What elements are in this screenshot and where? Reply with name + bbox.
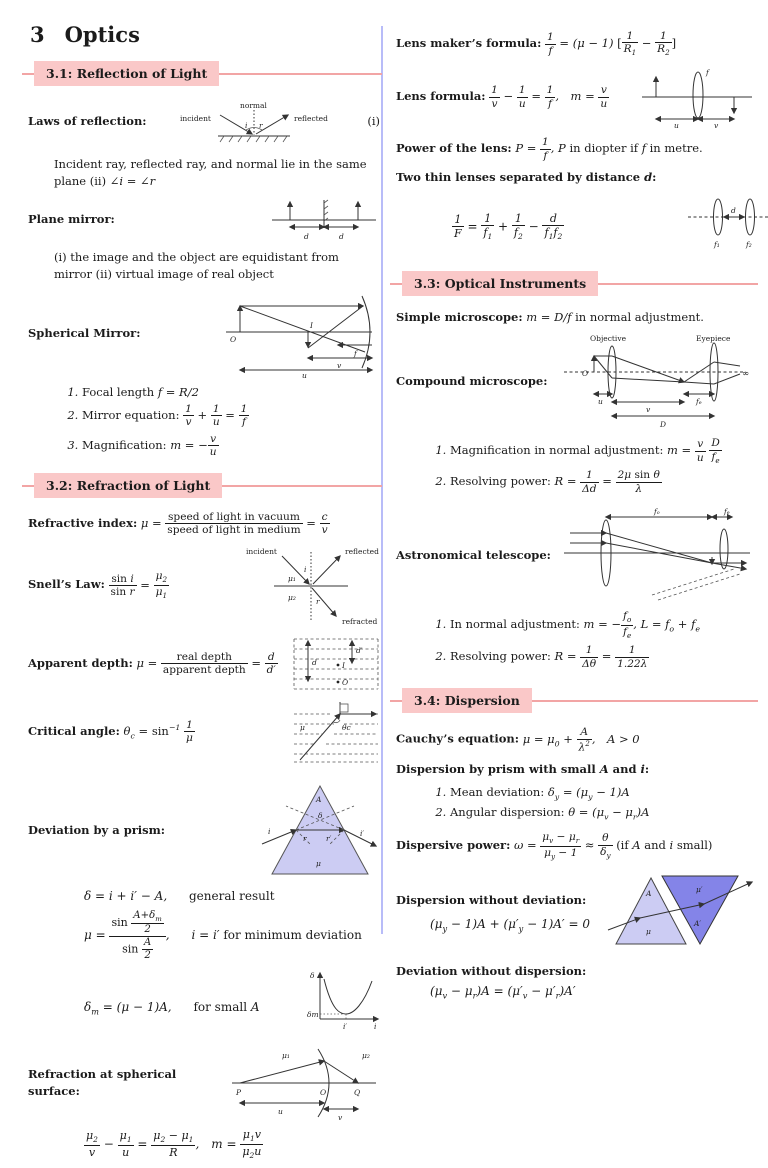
- eyepiece-label: Eyepiece: [696, 334, 731, 344]
- two-lenses-label: Two thin lenses separated by distance d:: [396, 169, 657, 184]
- f-label: f: [706, 68, 709, 78]
- delta-label: δ: [318, 810, 323, 820]
- critical-angle-formula: $\theta_c = \sin^{-1}$ $\frac{1}{\mu}$: [123, 718, 193, 744]
- laws-body: Incident ray, reflected ray, and normal lie in the same plane (ii) ∠i = ∠r: [54, 157, 367, 188]
- apparent-depth-formula: μ = $\frac{\text{real depth}}{\text{apparent depth}}$ = $\frac{d}{d'}$: [136, 650, 276, 676]
- mu-label: μ: [646, 927, 651, 937]
- list-item: 2. Mirror equation: $\frac{1}{v}$ + $\frac{1}{u}$ = $\frac{1}{f}$: [82, 403, 380, 429]
- two-lenses-eq-row: [452, 193, 768, 249]
- image-I-label: I: [342, 660, 345, 670]
- section-title-3-3: 3.3: Optical Instruments: [402, 271, 598, 296]
- angle-r-label: r: [303, 833, 307, 843]
- refracted-label: refracted: [342, 616, 378, 626]
- two-lens-diagram: [686, 193, 768, 249]
- lens-formula-entry: [396, 65, 756, 129]
- f1-label: f₁: [714, 239, 720, 249]
- two-lenses-formula: $\frac{1}{F}$ = $\frac{1}{f_1}$ + $\frac{1}{f_2}$ − $\frac{d}{f_1f_2}$: [454, 211, 563, 241]
- graph-delta-m-label: δm: [307, 1009, 319, 1019]
- distance-d-left-label: d: [304, 232, 309, 242]
- telescope-diagram: [556, 507, 756, 603]
- v-label: v: [646, 405, 651, 415]
- apex-A-label: A: [316, 794, 322, 804]
- objective-label: Objective: [590, 334, 627, 344]
- fe-label: fₑ: [696, 397, 702, 407]
- angle-i-label: i: [244, 121, 248, 130]
- snell-entry: [28, 544, 380, 628]
- angle-r-prime-label: r′: [326, 833, 332, 843]
- prism-eq-small-A: [84, 969, 384, 1031]
- P-label: P: [236, 1087, 242, 1097]
- apparent-depth-d-prime-label: d′: [356, 645, 363, 655]
- plane-mirror-label: Plane mirror:: [28, 212, 115, 226]
- image-I-label: I: [310, 320, 313, 330]
- reflected-label: reflected: [293, 114, 328, 123]
- critical-angle-diagram: [292, 700, 380, 764]
- snell-label: Snell’s Law:: [28, 577, 105, 592]
- lens-maker-label: Lens maker’s formula:: [396, 36, 542, 51]
- dispersive-power-formula: ω = $\frac{\mu_v - \mu_r}{\mu_y - 1}$ ≈ $\frac{\theta}{\delta_y}$ (if A and i small): [513, 831, 713, 861]
- angle-i-prime-label: i′: [360, 828, 365, 838]
- infinity-label: ∞: [742, 369, 750, 380]
- deviation-no-dispersion-label: Deviation without dispersion:: [396, 964, 587, 979]
- compound-microscope-diagram: [554, 332, 756, 430]
- power-label: Power of the lens:: [396, 141, 512, 156]
- A-label: A: [646, 889, 652, 899]
- right-column: [396, 0, 756, 1009]
- formula-note: i = i′ for minimum deviation: [191, 928, 362, 943]
- page-title-text: Optics: [64, 22, 140, 47]
- object-O-label: O: [582, 369, 589, 379]
- plane-mirror-diagram: [268, 196, 380, 242]
- lens-maker-entry: [396, 30, 756, 58]
- v-label: v: [714, 121, 719, 130]
- section-band-3-1: [28, 61, 380, 87]
- list-item: 1. Magnification in normal adjustment: m = $\frac{v}{u}$ $\frac{D}{f_e}$: [450, 437, 756, 465]
- compound-microscope-list: [396, 437, 756, 495]
- telescope-list: [396, 610, 756, 670]
- prism-diagram: [260, 780, 380, 882]
- reflected-label: reflected: [345, 546, 379, 556]
- dispersion-no-deviation-label: Dispersion without deviation:: [396, 893, 587, 908]
- v-label: v: [338, 1112, 343, 1121]
- prism-entry: [28, 780, 380, 882]
- u-label: u: [302, 370, 307, 378]
- simple-microscope-label: Simple microscope:: [396, 309, 523, 324]
- f2-label: f₂: [746, 239, 752, 249]
- section-number: 3: [30, 22, 45, 47]
- column-divider: [381, 26, 383, 934]
- laws-of-reflection-entry: [28, 99, 380, 149]
- spherical-mirror-list: [28, 385, 380, 459]
- formula-note: for small A: [193, 1000, 260, 1015]
- list-item: 3. Magnification: m = − $\frac{v}{u}$: [82, 433, 380, 459]
- lens-diagram: [638, 65, 756, 129]
- fe-label: fₑ: [724, 507, 730, 517]
- graph-i-prime-tick: i′: [343, 1021, 348, 1031]
- mu2-label: μ₂: [288, 592, 296, 602]
- graph-y-label: δ: [310, 970, 315, 980]
- snell-formula: $\frac{\text{sin i}}{\text{sin r}}$ = $\frac{\mu_2}{\mu_1}$: [110, 570, 168, 601]
- mu1-label: μ₁: [282, 1050, 290, 1060]
- real-depth-d-label: d: [312, 657, 317, 667]
- dispersion-prisms-diagram: [606, 868, 756, 956]
- mu2-label: μ₂: [362, 1050, 370, 1060]
- spherical-surface-formula: $\frac{\mu_2}{v}$ − $\frac{\mu_1}{u}$ = $\frac{\mu_2 - \mu_1}{R}$ , m = $\frac{\mu_1v}{\mu_2u}$: [86, 1127, 262, 1160]
- left-column: [28, 0, 380, 1168]
- incident-label: incident: [179, 114, 211, 123]
- section-band-3-3: [396, 271, 756, 297]
- spherical-surface-diagram: [230, 1045, 380, 1121]
- prism-eq-general: [84, 889, 380, 903]
- prism-label: Deviation by a prism:: [28, 823, 166, 838]
- normal-label: normal: [239, 101, 267, 110]
- power-formula: P = $\frac{1}{f}$ , P in diopter if f in metre.: [515, 136, 703, 162]
- distance-d-right-label: d: [339, 232, 344, 242]
- dispersion-no-deviation-entry: [396, 868, 756, 956]
- section-band-3-2: [28, 473, 380, 499]
- v-label: v: [337, 360, 342, 370]
- spherical-surface-entry: [28, 1045, 380, 1121]
- list-item: 2. Angular dispersion: $\theta = (\mu_v - \mu_r)A$: [450, 805, 756, 821]
- compound-microscope-entry: [396, 332, 756, 430]
- refractive-index-formula: μ = $\frac{\text{speed of light in vacuum}}{\text{speed of light in medium}}$ = $\frac{c}{v}$: [140, 510, 328, 537]
- list-item: 1. Focal length f = R/2: [82, 385, 380, 399]
- fo-label: fₒ: [654, 507, 660, 517]
- formula: δ = i + i′ − A,: [84, 888, 168, 903]
- mu-label: μ: [300, 722, 305, 732]
- angle-r-label: r: [258, 121, 263, 130]
- mu1-label: μ₁: [288, 573, 296, 583]
- spherical-mirror-entry: [28, 290, 380, 378]
- apparent-depth-label: Apparent depth:: [28, 655, 133, 670]
- plane-mirror-body: (i) the image and the object are equidistant from mirror (ii) virtual image of real object: [54, 250, 339, 282]
- object-O-label: O: [230, 334, 237, 344]
- theta-c-label: θc: [342, 722, 351, 732]
- power-entry: [396, 136, 756, 162]
- snell-diagram: [244, 544, 380, 628]
- lens-maker-formula: $\frac{1}{f}$ = (μ − 1) [ $\frac{1}{R_1}$ − $\frac{1}{R_2}$ ]: [547, 30, 677, 58]
- cauchy-label: Cauchy’s equation:: [396, 732, 520, 747]
- equation-number: (i): [367, 114, 380, 128]
- section-band-3-4: [396, 688, 756, 714]
- u-label: u: [674, 121, 679, 130]
- cauchy-formula: $\mu = \mu_0$ + $\frac{A}{\lambda^2}$ , A > 0: [522, 726, 640, 754]
- refractive-index-label: Refractive index:: [28, 515, 138, 530]
- angle-r-label: r: [316, 596, 320, 606]
- telescope-label: Astronomical telescope:: [396, 547, 551, 562]
- focal-f-label: f: [354, 348, 357, 358]
- object-O-label: O: [342, 677, 349, 687]
- telescope-entry: [396, 507, 756, 603]
- apparent-depth-diagram: [292, 635, 380, 693]
- u-label: u: [598, 397, 603, 407]
- compound-microscope-label: Compound microscope:: [396, 373, 548, 388]
- A-prime-label: A′: [694, 919, 702, 929]
- mu-prime-label: μ′: [696, 885, 703, 895]
- spherical-mirror-diagram: [222, 290, 380, 378]
- refractive-index-entry: [28, 511, 380, 537]
- laws-label: Laws of reflection:: [28, 114, 147, 128]
- formula: μ = sin $\frac{A+\delta_m}{2}$ sin $\frac{A}{2}$ ,: [84, 909, 170, 961]
- O-label: O: [320, 1087, 327, 1097]
- reflection-diagram: [178, 99, 330, 149]
- mu-label: μ: [316, 858, 321, 868]
- deviation-graph: [306, 969, 384, 1031]
- graph-x-label: i: [374, 1021, 377, 1031]
- spherical-surface-label: Refraction at spherical surface:: [28, 1066, 177, 1098]
- lens-formula-math: $\frac{1}{v}$ − $\frac{1}{u}$ = $\frac{1}{f}$ , m = $\frac{v}{u}$: [491, 84, 608, 110]
- list-item: 2. Resolving power: R = $\frac{1}{\Delta d}$ = $\frac{\text{2μ sin θ}}{\lambda}$: [450, 469, 756, 495]
- critical-angle-entry: [28, 700, 380, 764]
- d-label: d: [731, 205, 736, 215]
- lens-formula-label: Lens formula:: [396, 89, 486, 104]
- formula-note: general result: [188, 888, 275, 903]
- incident-label: incident: [246, 546, 277, 556]
- plane-mirror-entry: [28, 196, 380, 242]
- dispersive-power-entry: [396, 831, 756, 861]
- section-title-3-1: 3.1: Reflection of Light: [34, 61, 219, 86]
- formula: $\delta_m = (\mu - 1)A$,: [84, 1000, 172, 1017]
- section-title-3-2: 3.2: Refraction of Light: [34, 473, 222, 498]
- D-label: D: [660, 420, 667, 430]
- list-item: 2. Resolving power: R = $\frac{1}{\Delta\theta}$ = $\frac{1}{1.22\lambda}$: [450, 644, 756, 670]
- spherical-mirror-label: Spherical Mirror:: [28, 326, 141, 341]
- deviation-no-dispersion-formula: $(\mu_v - \mu_r)A = (\mu'_v - \mu'_r)A'$: [430, 983, 576, 1001]
- simple-microscope-formula: m = D/f in normal adjustment.: [526, 309, 704, 324]
- apparent-depth-entry: [28, 635, 380, 693]
- angle-i-label: i: [304, 564, 307, 574]
- critical-angle-label: Critical angle:: [28, 723, 120, 738]
- prism-eq-mu: [84, 910, 380, 962]
- dispersion-small-label: Dispersion by prism with small A and i:: [396, 761, 650, 776]
- Q-label: Q: [354, 1087, 361, 1097]
- angle-i-label: i: [268, 826, 271, 836]
- dispersion-small-list: [396, 785, 756, 822]
- list-item: 1. In normal adjustment: m = − $\frac{f_o}{f_e}$ , $L = f_o + f_e$: [450, 610, 756, 640]
- cauchy-entry: [396, 726, 756, 753]
- dispersive-power-label: Dispersive power:: [396, 838, 511, 853]
- list-item: 1. Mean deviation: $\delta_y = (\mu_y - 1)A$: [450, 785, 756, 801]
- dispersion-no-deviation-formula: $(\mu_y - 1)A + (\mu'_y - 1)A' = 0$: [430, 917, 590, 934]
- simple-microscope-entry: [396, 309, 756, 326]
- section-title-3-4: 3.4: Dispersion: [402, 688, 532, 713]
- page-title: [30, 22, 380, 47]
- deviation-no-dispersion-entry: [396, 963, 756, 1002]
- u-label: u: [278, 1106, 283, 1116]
